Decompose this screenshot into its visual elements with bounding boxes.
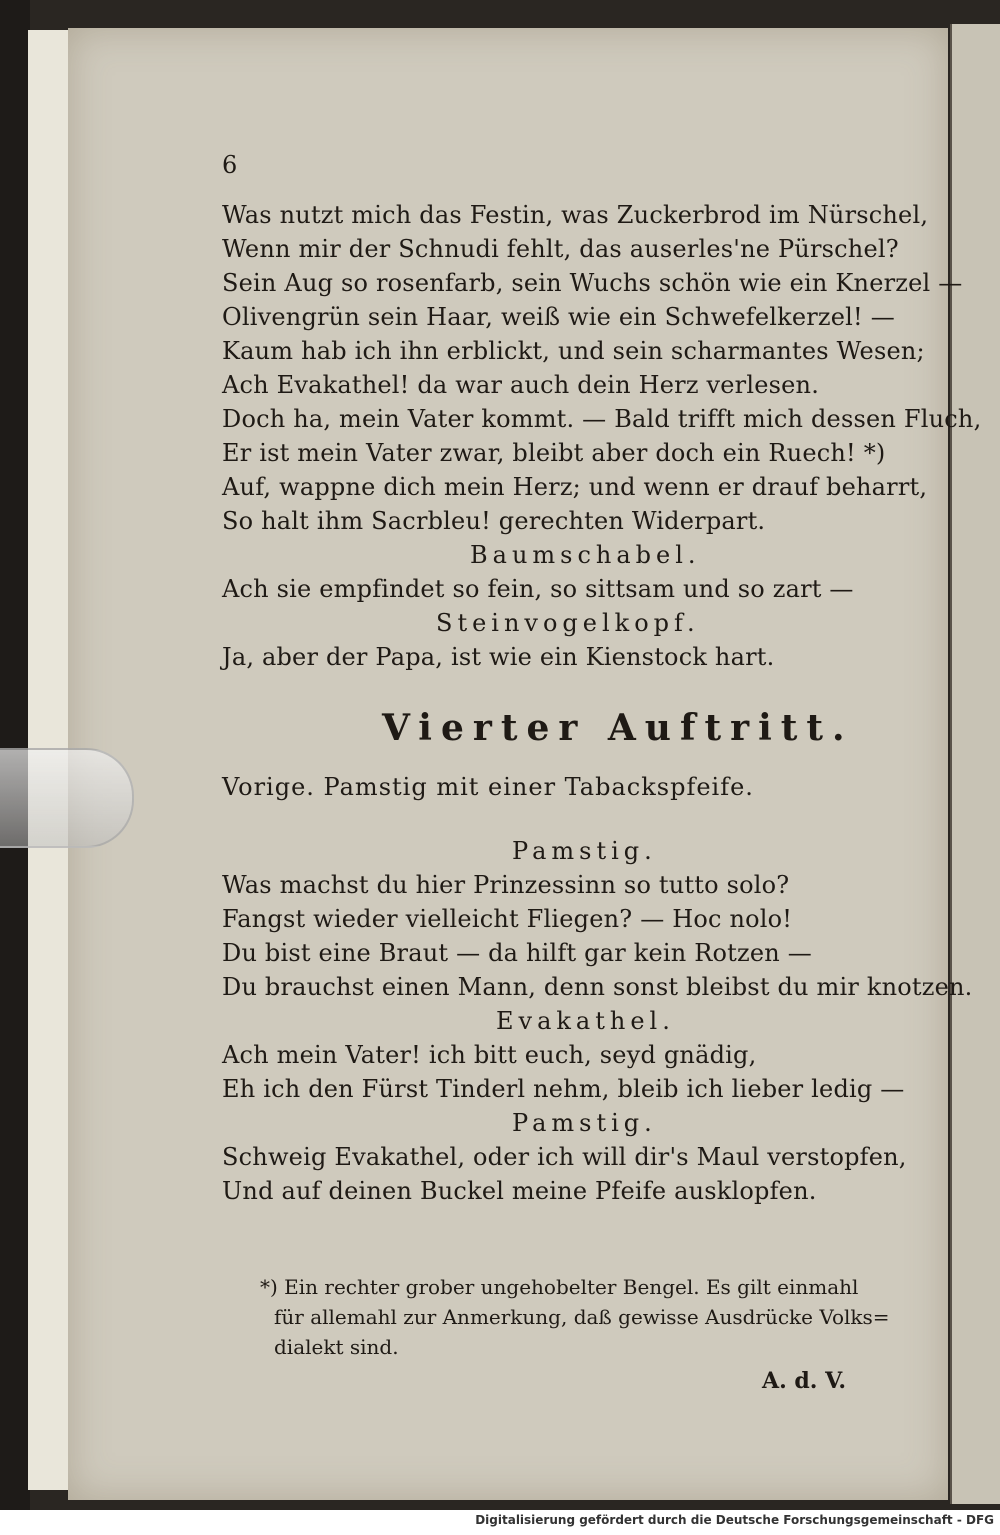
verse-line: Ach Evakathel! da war auch dein Herz verlesen.	[222, 371, 820, 399]
speaker-name: Steinvogelkopf.	[436, 609, 700, 637]
verse-line: Du bist eine Braut — da hilft gar kein Rotzen —	[222, 939, 812, 967]
verse-line: Und auf deinen Buckel meine Pfeife ausklopfen.	[222, 1177, 817, 1205]
verse-line: Was nutzt mich das Festin, was Zuckerbrod im Nürschel,	[222, 201, 929, 229]
speaker-name: Evakathel.	[496, 1007, 675, 1035]
footer-credit: Digitalisierung gefördert durch die Deutsche Forschungsgemeinschaft - DFG	[475, 1513, 994, 1527]
verse-line: Er ist mein Vater zwar, bleibt aber doch ein Ruech! *)	[222, 439, 886, 467]
verse-line: Wenn mir der Schnudi fehlt, das auserles'ne Pürschel?	[222, 235, 899, 263]
page-number: 6	[222, 151, 238, 179]
footnote-line: für allemahl zur Anmerkung, daß gewisse Ausdrücke Volks=	[274, 1305, 890, 1329]
verse-line: So halt ihm Sacrbleu! gerechten Widerpart.	[222, 507, 766, 535]
page-clip-holder	[0, 748, 134, 848]
verse-line: Olivengrün sein Haar, weiß wie ein Schwefelkerzel! —	[222, 303, 895, 331]
verse-line: Du brauchst einen Mann, denn sonst bleibst du mir knotzen.	[222, 973, 973, 1001]
stage-direction: Vorige. Pamstig mit einer Tabackspfeife.	[222, 773, 754, 801]
verse-line: Fangst wieder vielleicht Fliegen? — Hoc nolo!	[222, 905, 793, 933]
scene-heading: Vierter Auftritt.	[382, 707, 854, 749]
digitization-footer	[0, 1510, 1000, 1535]
verse-line: Ja, aber der Papa, ist wie ein Kienstock hart.	[222, 643, 775, 671]
verse-line: Kaum hab ich ihn erblickt, und sein scharmantes Wesen;	[222, 337, 925, 365]
verse-line: Was machst du hier Prinzessinn so tutto solo?	[222, 871, 790, 899]
verse-line: Eh ich den Fürst Tinderl nehm, bleib ich lieber ledig —	[222, 1075, 905, 1103]
footnote-line: *) Ein rechter grober ungehobelter Bengel. Es gilt einmahl	[260, 1275, 859, 1299]
facing-page-edge	[950, 24, 1000, 1504]
verse-line: Doch ha, mein Vater kommt. — Bald trifft mich dessen Fluch,	[222, 405, 982, 433]
verse-line: Sein Aug so rosenfarb, sein Wuchs schön wie ein Knerzel —	[222, 269, 963, 297]
speaker-name: Pamstig.	[512, 1109, 657, 1137]
verse-line: Schweig Evakathel, oder ich will dir's Maul verstopfen,	[222, 1143, 907, 1171]
speaker-name: Baumschabel.	[470, 541, 701, 569]
verse-line: Ach mein Vater! ich bitt euch, seyd gnädig,	[222, 1041, 757, 1069]
footnote	[260, 1272, 940, 1362]
verse-line: Ach sie empfindet so fein, so sittsam und so zart —	[222, 575, 854, 603]
verse-line: Auf, wappne dich mein Herz; und wenn er drauf beharrt,	[222, 473, 928, 501]
footnote-line: dialekt sind.	[274, 1335, 399, 1359]
footnote-signature: A. d. V.	[762, 1368, 846, 1394]
speaker-name: Pamstig.	[512, 837, 657, 865]
